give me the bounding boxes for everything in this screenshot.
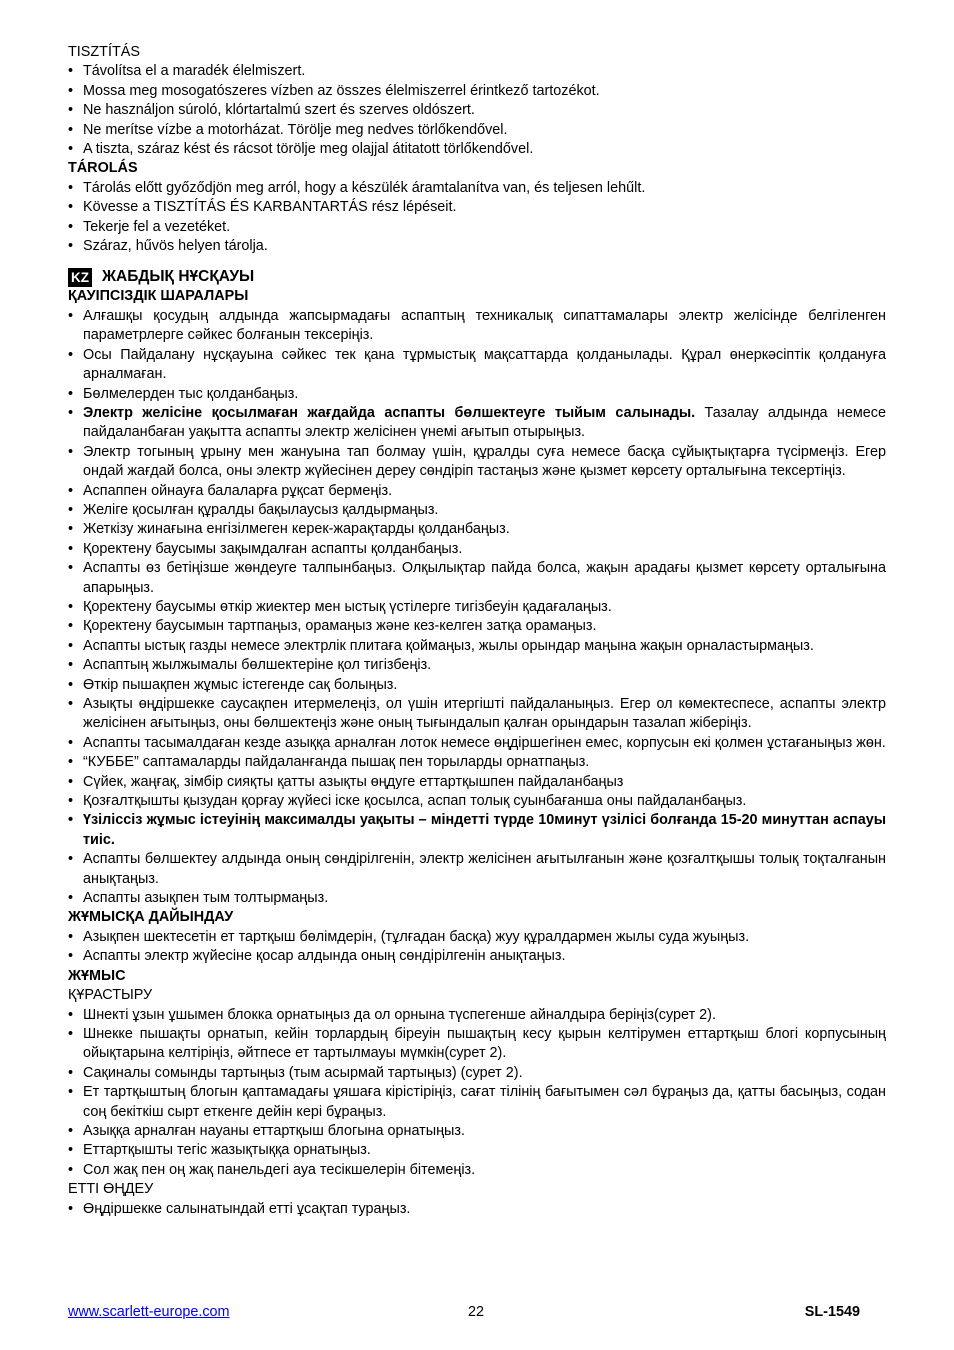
- list-item: • Аспаптың жылжымалы бөлшектеріне қол тигізбеңіз.: [68, 656, 886, 675]
- safety-list-3: [68, 811, 886, 850]
- list-item: • Kövesse a TISZTÍTÁS ÉS KARBANTARTÁS rész lépéseit.: [68, 198, 886, 217]
- list-item: • Қозғалтқышты қызудан қорғау жүйесі іске қосылса, аспап толық суынбағанша оны пайдаланбаңыз.: [68, 792, 886, 811]
- list-item: • Азыққа арналған науаны еттартқыш блогына орнатыңыз.: [68, 1122, 886, 1141]
- warning-rest: Тазалау алдында немесе пайдаланбаған уақытта аспапты электр желісінен үнемі ағытып отырыңыз.: [83, 404, 886, 441]
- bold-warning: Электр желісіне қосылмаған жағдайда аспапты бөлшектеуге тыйым салынады.: [83, 404, 696, 421]
- assembly-list: [68, 1006, 886, 1181]
- list-item: • Азықты өңдіршекке саусақпен итермелеңіз, ол үшін итергішті пайдаланыңыз. Егер ол көмектеспесе, аспапты электр желісінен ағытыңыз, оны бөлшектеңіз және оның тығындалып қалған орындарын тазалап жіберіңіз.: [68, 695, 886, 734]
- manual-page: [68, 43, 886, 1219]
- list-item: • Алғашқы қосудың алдында жапсырмадағы аспаптың техникалық сипаттамалары электр желісінде белгіленген параметрлерге сәйкес болғанын тексеріңіз.: [68, 307, 886, 346]
- list-item: • Қоректену баусымы өткір жиектер мен ыстық үстілерге тигізбеуін қадағалаңыз.: [68, 598, 886, 617]
- safety-list-2: [68, 443, 886, 812]
- page-number: 22: [468, 1304, 485, 1320]
- list-item: • Távolítsa el a maradék élelmiszert.: [68, 62, 886, 81]
- list-item: • Электр тогының ұрыну мен жануына тап болмау үшін, құралды суға немесе басқа сұйықтықтарға түсірмеңіз. Егер ондай жағдай болса, оны электр жүйесінен дереу сөндіріп тастаңыз және қызмет көрсету орталығына тексертіңіз.: [68, 443, 886, 482]
- safety-list: [68, 307, 886, 443]
- list-item: • Өңдіршекке салынатындай етті ұсақтап тураңыз.: [68, 1200, 886, 1219]
- kz-title-text: ЖАБДЫҚ НҰСҚАУЫ: [102, 268, 255, 286]
- list-item: • Өткір пышақпен жұмыс істегенде сақ болыңыз.: [68, 676, 886, 695]
- list-item: • Еттартқышты тегіс жазықтыққа орнатыңыз.: [68, 1141, 886, 1160]
- list-item: • Сақиналы сомынды тартыңыз (тым асырмай тартыңыз) (сурет 2).: [68, 1064, 886, 1083]
- list-item: • Аспаппен ойнауға балаларға рұқсат бермеңіз.: [68, 482, 886, 501]
- cleaning-title: TISZTÍTÁS: [68, 44, 140, 60]
- prep-title: ЖҰМЫСҚА ДАЙЫНДАУ: [68, 909, 234, 926]
- prep-list: [68, 928, 886, 967]
- kz-language-badge: KZ: [68, 268, 92, 287]
- list-item: • Осы Пайдалану нұсқауына сәйкес тек қана тұрмыстық мақсаттарда қолданылады. Құрал өнеркәсіптік қолдануға арналмаған.: [68, 346, 886, 385]
- storage-list: [68, 179, 886, 257]
- list-item: • Бөлмелерден тыс қолданбаңыз.: [68, 385, 886, 404]
- kz-section-title: [68, 267, 886, 287]
- cleaning-list: [68, 62, 886, 159]
- list-item: [68, 404, 886, 443]
- safety-list-4: [68, 850, 886, 908]
- list-item: • Tárolás előtt győződjön meg arról, hogy a készülék áramtalanítva van, és teljesen lehűlt.: [68, 179, 886, 198]
- list-item: • Ne merítse vízbe a motorházat. Törölje meg nedves törlőkendővel.: [68, 121, 886, 140]
- list-item: • Сол жақ пен оң жақ панельдегі ауа тесікшелерін бітемеңіз.: [68, 1161, 886, 1180]
- list-item: • A tiszta, száraz kést és rácsot törölje meg olajjal átitatott törlőkendővel.: [68, 140, 886, 159]
- list-item: • Қоректену баусымын тартпаңыз, орамаңыз және кез-келген затқа орамаңыз.: [68, 617, 886, 636]
- list-item: • “КУББЕ” саптамаларды пайдаланғанда пышақ пен торыларды орнатпаңыз.: [68, 753, 886, 772]
- meat-title: ЕТТІ ӨҢДЕУ: [68, 1181, 154, 1198]
- website-link[interactable]: www.scarlett-europe.com: [68, 1304, 230, 1320]
- meat-list: [68, 1200, 886, 1219]
- list-item: • Қоректену баусымы зақымдалған аспапты қолданбаңыз.: [68, 540, 886, 559]
- list-item: • Аспапты тасымалдаған кезде азыққа арналған лоток немесе өңдіршегінен емес, корпусын екі қолмен ұстағаныңыз жөн.: [68, 734, 886, 753]
- list-item: • Ет тартқыштың блогын қаптамадағы ұяшаға кірістіріңіз, сағат тілінің бағытымен сәл бұраңыз да, қатты басыңыз, содан соң бекіткіш сырт еткенге дейін кері бұраңыз.: [68, 1083, 886, 1122]
- list-item: • Шнекті ұзын ұшымен блокка орнатыңыз да ол орнына түспегенше айналдыра беріңіз(сурет 2).: [68, 1006, 886, 1025]
- list-item: • Mossa meg mosogatószeres vízben az összes élelmiszerrel érintkező tartozékot.: [68, 82, 886, 101]
- list-item: • Ne használjon súroló, klórtartalmú szert és szerves oldószert.: [68, 101, 886, 120]
- list-item: • Аспапты электр жүйесіне қосар алдында оның сөндірілгенін анықтаңыз.: [68, 947, 886, 966]
- list-item: • Tekerje fel a vezetéket.: [68, 218, 886, 237]
- model-number: SL-1549: [804, 1304, 860, 1320]
- work-title: ЖҰМЫС: [68, 967, 126, 984]
- list-item: • Аспапты ыстық газды немесе электрлік плитаға қоймаңыз, жылы орындар маңына жақын орналастырмаңыз.: [68, 637, 886, 656]
- safety-title: ҚАУІПСІЗДІК ШАРАЛАРЫ: [68, 288, 249, 305]
- list-item: • Желіге қосылған құралды бақылаусыз қалдырмаңыз.: [68, 501, 886, 520]
- list-item: • Аспапты бөлшектеу алдында оның сөндірілгенін, электр желісінен ағытылғанын және қозғалтқышы толық тоқталғанын анықтаңыз.: [68, 850, 886, 889]
- storage-title: TÁROLÁS: [68, 160, 138, 177]
- list-item-bold: • Үзіліссіз жұмыс істеуінің максималды уақыты – міндетті түрде 10минут үзілісі болғанда 15-20 минуттан аспауы тиіс.: [68, 811, 886, 850]
- list-item: • Шнекке пышақты орнатып, кейін торлардың біреуін пышақтың кесу қырын келтірумен еттартқыш блогі корпусының ойықтарына келтіріңіз, әйтпесе ет тартылмауы мүмкін(сурет 2).: [68, 1025, 886, 1064]
- list-item: • Азықпен шектесетін ет тартқыш бөлімдерін, (тұлғадан басқа) жуу құралдармен жылы суда жуыңыз.: [68, 928, 886, 947]
- page-footer: [68, 1303, 860, 1323]
- list-item: • Аспапты азықпен тым толтырмаңыз.: [68, 889, 886, 908]
- list-item: • Száraz, hűvös helyen tárolja.: [68, 237, 886, 256]
- list-item: • Аспапты өз бетіңізше жөндеуге талпынбаңыз. Олқылықтар пайда болса, жақын арадағы қызмет көрсету орталығына апарыңыз.: [68, 559, 886, 598]
- list-item: • Сүйек, жаңғақ, зімбір сияқты қатты азықты өңдуге еттартқышпен пайдаланбаңыз: [68, 773, 886, 792]
- assembly-title: ҚҰРАСТЫРУ: [68, 987, 153, 1004]
- list-item: • Жеткізу жинағына енгізілмеген керек-жарақтарды қолданбаңыз.: [68, 520, 886, 539]
